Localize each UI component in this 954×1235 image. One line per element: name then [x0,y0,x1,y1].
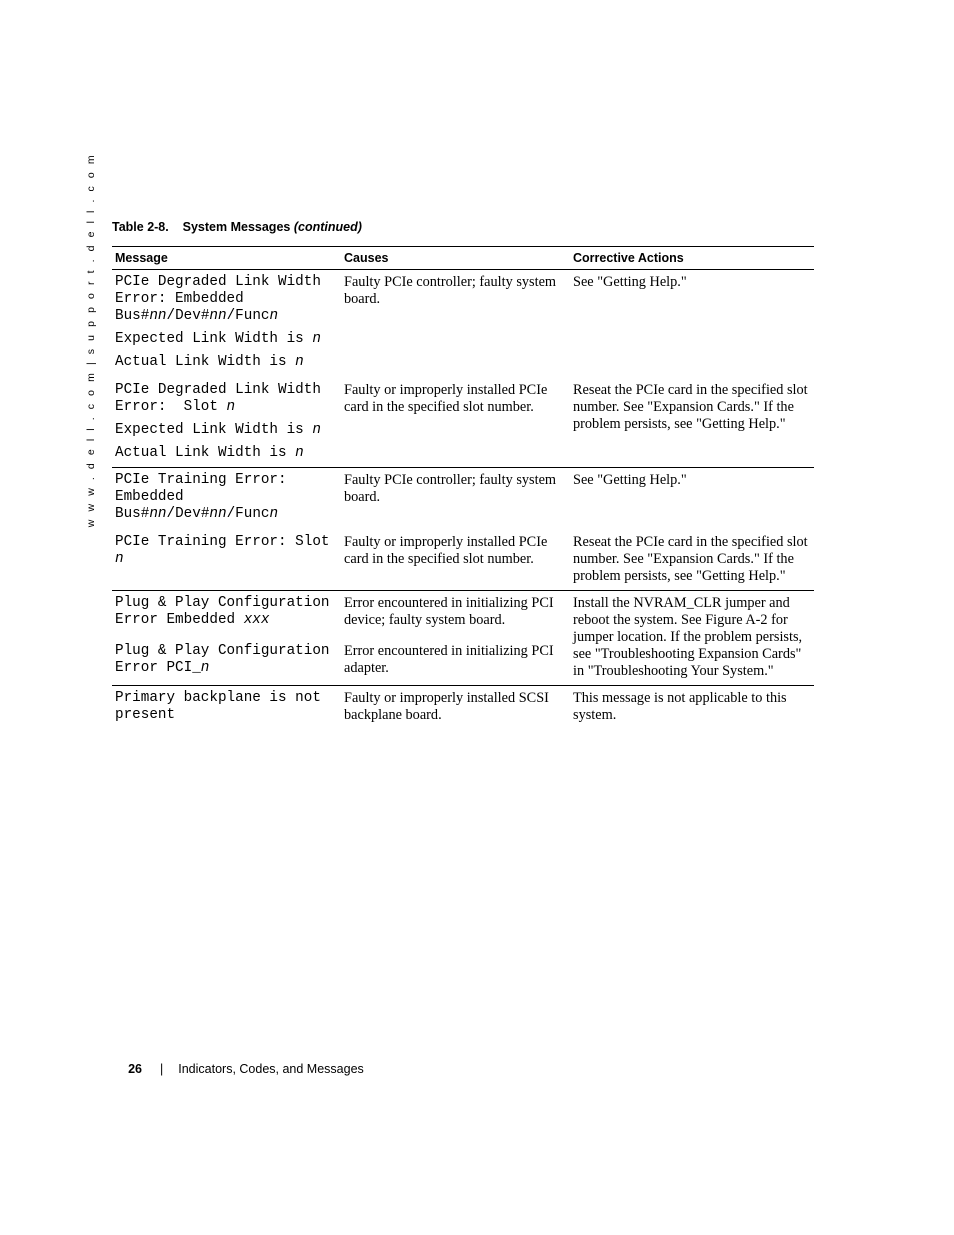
message-cell: PCIe Training Error: Embedded Bus#nn/Dev#nn/Funcn [115,472,287,522]
cause-cell: Error encountered in initializing PCI device; faulty system board. [344,595,554,628]
header-message: Message [112,247,341,270]
sidebar-url [83,152,99,528]
header-causes: Causes [341,247,570,270]
table-row [112,468,814,529]
cause-cell: Faulty or improperly installed PCIe card in the specified slot number. [341,376,570,468]
cause-cell: Faulty PCIe controller; faulty system board. [344,274,557,307]
cause-cell: Faulty PCIe controller; faulty system board. [344,472,557,505]
action-cell: See "Getting Help." [573,274,687,290]
table-row [112,270,814,377]
action-cell: Reseat the PCIe card in the specified slot number. See "Expansion Cards." If the problem persists, see "Getting Help." [570,376,814,468]
footer-section-title: Indicators, Codes, and Messages [178,1062,364,1076]
message-cell: PCIe Degraded Link Width Error: Embedded Bus#nn/Dev#nn/Funcn Expected Link Width is n Actual Link Width is n [115,274,321,370]
table-row [112,376,814,468]
cause-cell: Error encountered in initializing PCI adapter. [341,637,570,686]
header-corrective-actions: Corrective Actions [570,247,814,270]
message-cell: PCIe Degraded Link Width Error: Slot n Expected Link Width is n Actual Link Width is n [112,376,341,468]
table-row [112,591,814,637]
caption-title: System Messages [182,220,291,234]
message-cell: Primary backplane is not present [115,690,321,723]
message-cell: Plug & Play Configuration Error PCI_n [112,637,341,686]
table-row [112,528,814,591]
page-number: 26 [128,1062,142,1076]
action-cell: Install the NVRAM_CLR jumper and reboot the system. See Figure A-2 for jumper location. If the problem persists, see "Troubleshooting Expansion Cards" in "Troubleshooting Your System." [570,591,814,686]
sidebar-url-text: w w w . d e l l . c o m | s u p p o r t . d e l l . c o m [85,152,97,528]
table-header-row [112,247,814,270]
action-cell: See "Getting Help." [573,472,687,488]
message-cell: Plug & Play Configuration Error Embedded xxx [115,595,330,628]
table-caption [112,220,362,234]
caption-continued: (continued) [293,220,362,234]
action-cell: Reseat the PCIe card in the specified slot number. See "Expansion Cards." If the problem persists, see "Getting Help." [570,528,814,591]
page-footer [112,1062,364,1076]
system-messages-table [112,246,814,729]
footer-separator: | [160,1062,164,1076]
cause-cell: Faulty or improperly installed SCSI backplane board. [344,690,549,723]
caption-label: Table 2-8. [112,220,169,234]
table-row [112,686,814,730]
message-cell: PCIe Training Error: Slot n [112,528,341,591]
action-cell: This message is not applicable to this system. [573,690,787,723]
cause-cell: Faulty or improperly installed PCIe card in the specified slot number. [341,528,570,591]
